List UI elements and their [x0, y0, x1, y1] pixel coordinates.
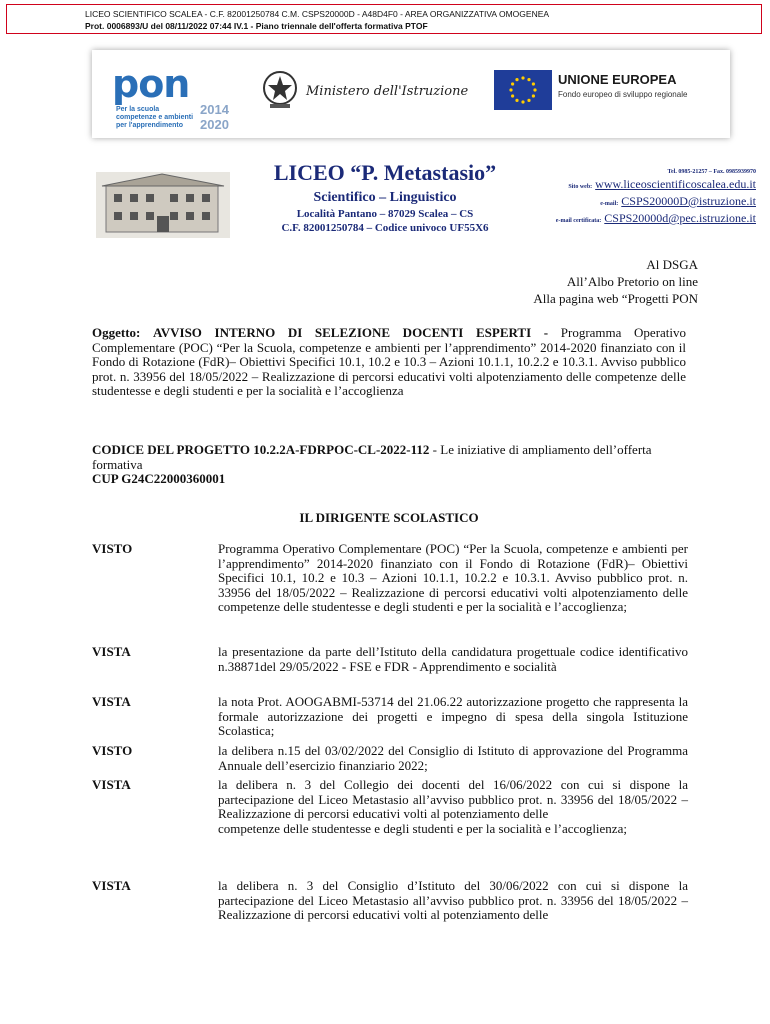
entry-text: la presentazione da parte dell’Istituto della candidatura progettuale codice identificativo n.38871del 29/05/2022 - FSE e FDR - Apprendimento e socialità [218, 644, 688, 674]
website-link[interactable]: www.liceoscientificoscalea.edu.it [595, 177, 756, 191]
school-location: Località Pantano – 87029 Scalea – CS [296, 208, 474, 220]
project-code: CODICE DEL PROGETTO 10.2.2A-FDRPOC-CL-2022-112 [92, 442, 430, 457]
website-row [556, 177, 756, 194]
entry-text: la nota Prot. AOOGABMI-53714 del 21.06.22 autorizzazione progetto che rappresenta la formale autorizzazione dei progetti e impegno di spesa della singola Istituzione Scolastica; [218, 694, 688, 739]
entry-key: VISTA [92, 694, 131, 709]
email-row [556, 194, 756, 211]
recipients [533, 256, 698, 307]
email-link[interactable]: CSPS20000D@istruzione.it [621, 194, 756, 208]
pec-link[interactable]: CSPS20000d@pec.istruzione.it [604, 211, 756, 225]
recipient: All’Albo Pretorio on line [566, 274, 698, 289]
pec-row [556, 211, 756, 228]
subject-label: Oggetto: [92, 325, 141, 340]
website-label: Sito web: [568, 184, 593, 190]
school-building-image [96, 172, 230, 238]
ministero-logo: Ministero dell'Istruzione [306, 84, 469, 99]
stamp-line-2: Prot. 0006893/U del 08/11/2022 07:44 IV.1 - Piano triennale dell'offerta formativa PTOF [85, 21, 428, 31]
pon-logo-text: pon [112, 62, 190, 106]
entry-key: VISTA [92, 777, 131, 792]
section-heading: IL DIRIGENTE SCOLASTICO [299, 510, 479, 525]
pon-tagline: Per la scuola competenze e ambienti per l'apprendimento [116, 106, 194, 129]
school-codes: C.F. 82001250784 – Codice univoco UF55X6 [281, 222, 489, 234]
school-name: LICEO “P. Metastasio” [273, 160, 497, 185]
cup-code: CUP G24C22000360001 [92, 471, 226, 487]
stamp-line-1: LICEO SCIENTIFICO SCALEA - C.F. 82001250784 C.M. CSPS20000D - A48D4F0 - AREA ORGANIZZATIVA OMOGENEA [85, 9, 550, 19]
entry-text: la delibera n. 3 del Collegio dei docenti del 16/06/2022 con cui si dispone la partecipazione del Liceo Metastasio all’avviso pubblico prot. n. 33956 del 18/05/2022 – Realizzazione di percorsi educativi volti al potenziamento delle competenze delle studentesse e degli studenti e per la socialità e l’accoglienza; [218, 777, 688, 836]
eu-flag-icon [494, 70, 552, 110]
subject-text: Programma Operativo Complementare (POC) “Per la Scuola, competenze e ambienti per l’apprendimento” 2014-2020 finanziato con il Fondo di Rotazione (FdR)– Obiettivi Specifici 10.1, 10.2 e 10.3 – Azioni 10.1.1, 10.2.2 e 10.3.1. Avviso pubblico prot. n. 33956 del 18/05/2022 – Realizzazione di percorsi educativi volti alpotenziamento delle competenze delle studentesse e degli studenti e per la socialità e l’accoglienza [92, 325, 687, 399]
subject-title: AVVISO INTERNO DI SELEZIONE DOCENTI ESPERTI - [153, 325, 549, 340]
entry-text: Programma Operativo Complementare (POC) “Per la Scuola, competenze e ambienti per l’apprendimento” 2014-2020 finanziato con il Fondo di Rotazione (FdR)– Obiettivi Specifici 10.1, 10.2 e 10.3 – Azioni 10.1.1, 10.2.2 e 10.3.1. Avviso pubblico prot. n. 33956 del 18/05/2022 – Realizzazione di percorsi educativi volti alpotenziamento delle competenze delle studentesse e degli studenti e per la socialità e l’accoglienza; [218, 541, 688, 615]
email-label: e-mail: [600, 201, 619, 207]
entry-text: la delibera n.15 del 03/02/2022 del Consiglio di Istituto di approvazione del Programma Annuale dell’esercizio finanziario 2022; [218, 743, 688, 773]
tel-fax: Tel. 0985-21257 – Fax. 0985939970 [667, 169, 756, 175]
eu-title: UNIONE EUROPEA [558, 72, 677, 87]
entry-key: VISTO [92, 541, 133, 556]
school-contacts [556, 168, 756, 228]
entry-key: VISTA [92, 878, 131, 893]
pon-logo [106, 62, 236, 132]
entry-key: VISTA [92, 644, 131, 659]
entry-key: VISTO [92, 743, 133, 758]
eu-subtitle: Fondo europeo di sviluppo regionale [558, 90, 688, 99]
funding-banner [92, 50, 730, 138]
project-code-text: - Le iniziative di ampliamento dell’offerta formativa [92, 442, 652, 472]
recipient: Al DSGA [646, 257, 698, 272]
subject-paragraph [92, 326, 686, 399]
school-subtitle: Scientifico – Linguistico [313, 190, 457, 205]
pec-label: e-mail certificata: [555, 218, 602, 224]
italian-republic-emblem-icon [260, 68, 300, 112]
entry-text: la delibera n. 3 del Consiglio d’Istituto del 30/06/2022 con cui si dispone la partecipazione del Liceo Metastasio all’avviso pubblico prot. n. 33956 del 18/05/2022 – Realizzazione di percorsi educativi volti al potenziamento delle [218, 878, 688, 923]
project-code-paragraph [92, 443, 686, 487]
pon-years: 2014 2020 [200, 102, 229, 132]
recipient: Alla pagina web “Progetti PON [533, 291, 698, 306]
protocol-stamp [6, 4, 762, 34]
